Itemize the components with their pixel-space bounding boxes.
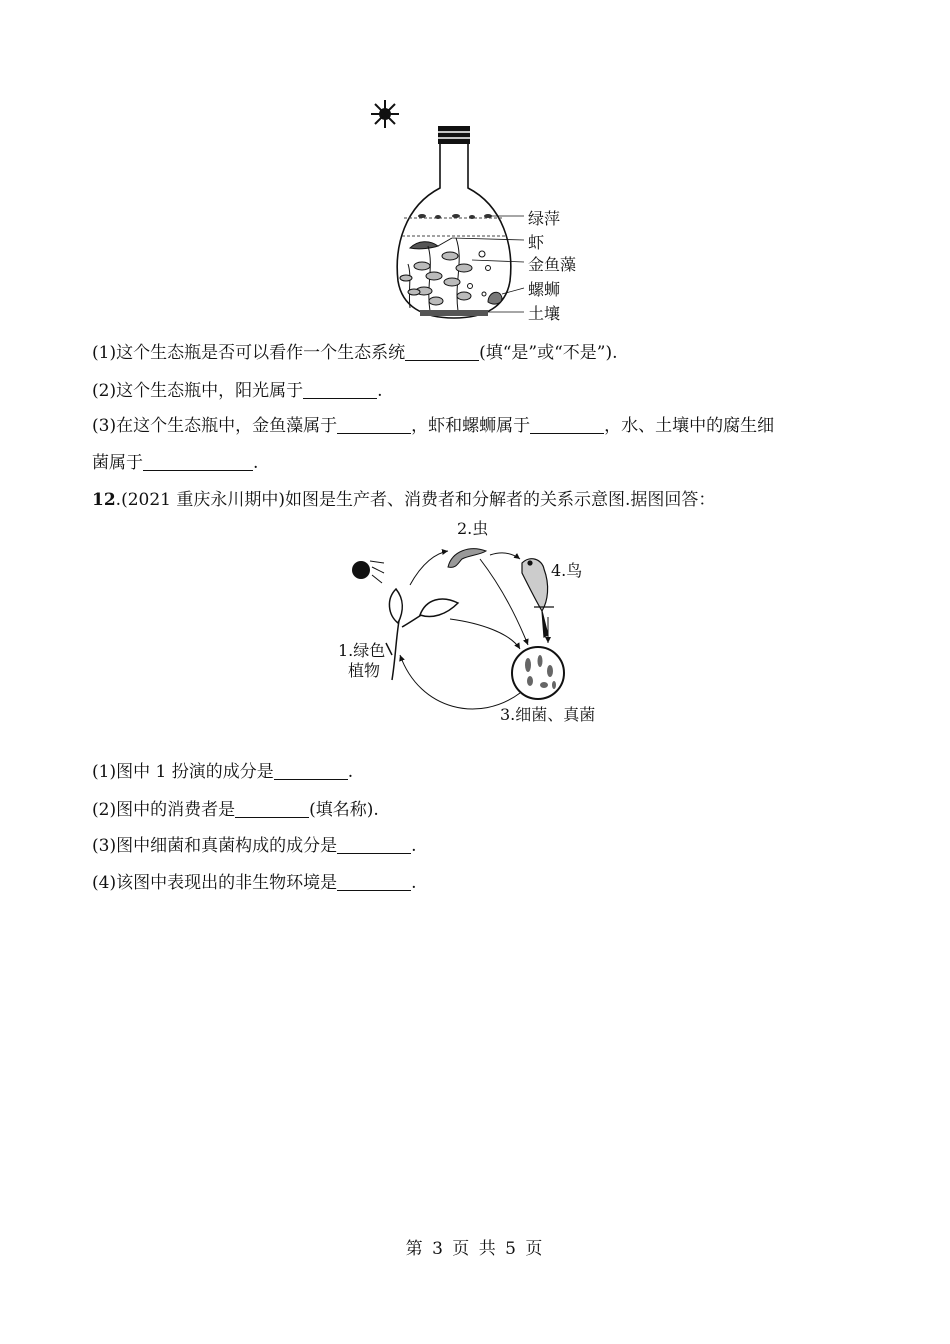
- answer-blank: [274, 763, 348, 780]
- answer-blank: [337, 417, 411, 434]
- label-insect: 2.虫: [457, 519, 489, 538]
- answer-blank: [405, 344, 479, 361]
- q11-part1-hint: (填“是”或“不是”).: [479, 343, 618, 363]
- hornwort-icon: [400, 238, 472, 311]
- q12-stem: [92, 488, 715, 512]
- label-bird: 4.鸟: [551, 561, 583, 580]
- figure1-label-shrimp: 虾: [528, 233, 545, 252]
- bird-icon: [522, 559, 554, 637]
- answer-blank: [235, 801, 309, 818]
- figure1-label-soil: 土壤: [528, 304, 561, 323]
- answer-blank: [337, 874, 411, 891]
- q12-part3: (3)图中细菌和真菌构成的成分是 .: [92, 836, 417, 856]
- answer-blank: [143, 454, 253, 471]
- q11-part3-text: (3)在这个生态瓶中，金鱼藻属于: [92, 416, 338, 436]
- bottle-stopper: [438, 126, 470, 144]
- q11-part2-text: (2)这个生态瓶中，阳光属于: [92, 381, 304, 401]
- insect-icon: [448, 549, 486, 568]
- shrimp-icon: [410, 242, 438, 249]
- answer-blank: [303, 382, 377, 399]
- question-number: 12: [92, 490, 116, 510]
- answer-blank: [337, 837, 411, 854]
- q12-part4: (4)该图中表现出的非生物环境是 .: [92, 873, 417, 893]
- ecobottle-figure: [360, 96, 600, 326]
- sun-icon: [371, 100, 399, 128]
- q11-part1: [92, 341, 618, 365]
- figure1-label-snail: 螺蛳: [528, 280, 561, 299]
- q11-part1-text: (1)这个生态瓶是否可以看作一个生态系统: [92, 343, 406, 363]
- plant-icon: [386, 589, 458, 680]
- q12-text: .(2021 重庆永川期中)如图是生产者、消费者和分解者的关系示意图.据图回答：: [115, 490, 716, 510]
- q11-part3-cont: 菌属于 .: [92, 453, 259, 473]
- q12-part1: (1)图中 1 扮演的成分是 .: [92, 762, 354, 782]
- sun-icon: [352, 561, 370, 579]
- soil-layer: [420, 310, 488, 316]
- q12-part2: (2)图中的消费者是 (填名称).: [92, 800, 379, 820]
- label-plant-1: 1.绿色: [338, 641, 386, 660]
- figure1-label-duckweed: 绿萍: [528, 209, 561, 228]
- label-microbe: 3.细菌、真菌: [500, 705, 596, 724]
- q11-part3: (3)在这个生态瓶中，金鱼藻属于 ，虾和螺蛳属于 ，水、土壤中的腐生细: [92, 416, 775, 436]
- food-relation-figure: [330, 515, 630, 730]
- q11-part2: (2)这个生态瓶中，阳光属于 .: [92, 381, 383, 401]
- figure1-label-hornwort: 金鱼藻: [528, 255, 577, 274]
- label-plant-2: 植物: [348, 661, 381, 680]
- microbe-icon: [512, 647, 564, 699]
- answer-blank: [530, 417, 604, 434]
- snail-icon: [488, 292, 502, 304]
- page-footer: 第 3 页 共 5 页: [405, 1239, 545, 1259]
